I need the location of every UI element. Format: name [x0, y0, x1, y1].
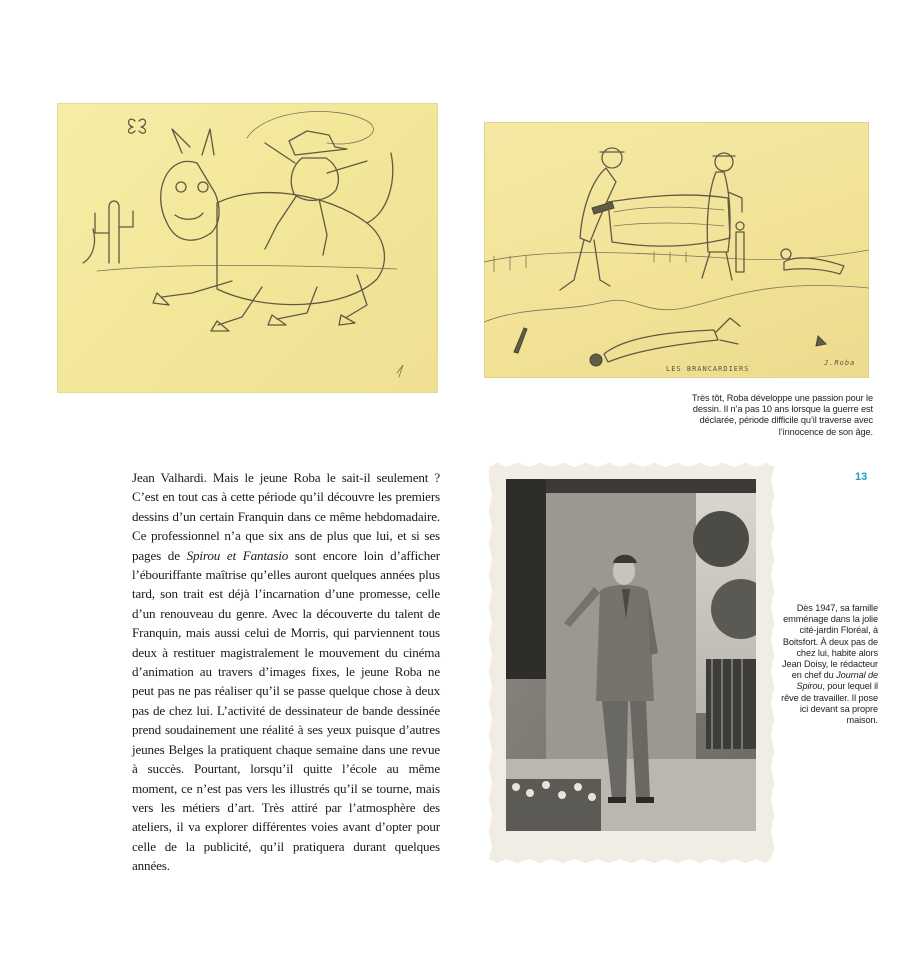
cowboy-on-donkey-drawing-icon	[57, 103, 438, 393]
caption-floreal-part1: Dès 1947, sa famille emménage dans la jolie cité-jardin Floréal, à Boitsfort. À deux pas de chez lui, habite alors Jean Doisy, le rédacteur en chef du	[782, 603, 878, 681]
body-text-series-title: Spirou et Fantasio	[186, 547, 289, 563]
photo-image	[506, 479, 756, 831]
sketch-cowboy	[57, 103, 438, 393]
caption-floreal-journal-title: Journal de Spirou	[796, 670, 878, 692]
caption-floreal-part2: , pour lequel il rêve de travailler. Il pose ici devant sa propre maison.	[781, 681, 878, 726]
body-text	[132, 468, 440, 876]
body-text-part2: sont encore loin d’afficher l’ébouriffante maîtrise qu’elles auront quelques années plus tard, son trait est déjà l’incarnation d’une promesse, celle d’un renouveau du genre. Avec la découverte du talent de Franquin, mais aussi celui de Morris, qui parviennent tous deux à restituer magistralement le mouvement du cinéma d’animation au travers d’images fixes, le jeune Roba ne peut pas ne pas réaliser qu’il se passe quelque chose à deux pas de chez lui. L’activité de dessinateur de bande dessinée prend soudainement une réalité à ses yeux puisque d’autres jeunes Belges la pratiquent chaque semaine dans une revue à succès. Pourtant, lorsqu’il quitte l’école au même moment, ce n’est pas vers les illustrés qu’il se tourne, mais vers les métiers d’art. Très attiré par l’atmosphère des ateliers, il va explorer différentes voies avant d’opter pour celle de la publicité, qu’il pratiquera durant quelques années.	[132, 547, 440, 874]
body-text-part1: Jean Valhardi. Mais le jeune Roba le sait-il seulement ? C’est en tout cas à cette période qu’il découvre les premiers dessins d’un certain Franquin dans ce même hebdomadaire. Ce professionnel n’a que six ans de plus que lui, et si ses pages de	[132, 470, 440, 563]
vintage-photograph-young-man-icon	[506, 479, 756, 831]
sketch-inscription: LES BRANCARDIERS	[666, 365, 750, 373]
stretcher-bearers-drawing-icon	[484, 122, 869, 378]
page-number: 13	[855, 471, 868, 483]
sketch-stretcher-bearers	[484, 122, 869, 378]
sketch-signature: J.Roba	[824, 359, 856, 367]
caption-floreal-house	[778, 603, 878, 726]
caption-childhood-drawings: Très tôt, Roba développe une passion pour le dessin. Il n’a pas 10 ans lorsque la guerre est déclarée, période difficile qu’il traverse avec l’innocence de son âge.	[691, 393, 873, 437]
photo-frame	[489, 463, 774, 863]
